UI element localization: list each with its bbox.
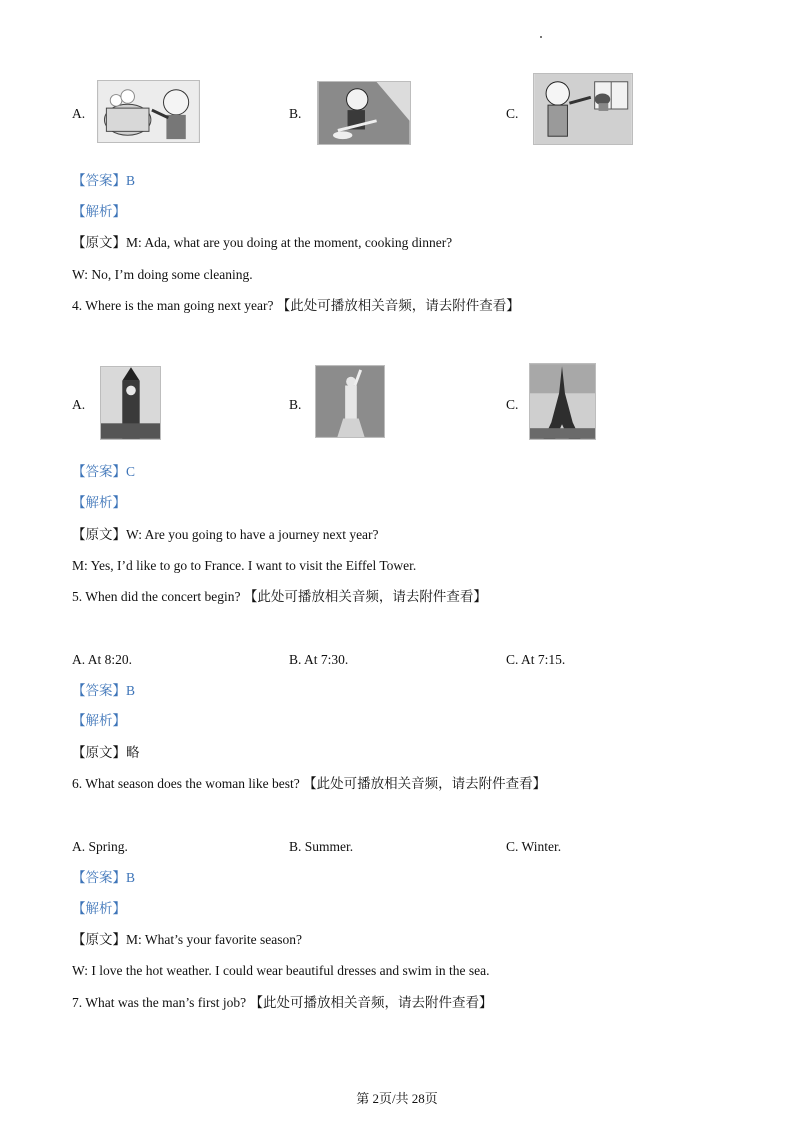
- q4-question: 4. Where is the man going next year? 【此处可播放相关音频，请去附件查看】: [72, 298, 520, 313]
- q5-option-b: B. At 7:30.: [289, 652, 349, 667]
- q6-answer: 【答案】B: [72, 870, 136, 885]
- q3-option-b-letter: B.: [289, 106, 302, 121]
- q6-option-a: A. Spring.: [72, 839, 128, 854]
- q3-option-b-image: [317, 81, 411, 145]
- q6-transcript-line-2: W: I love the hot weather. I could wear beautiful dresses and swim in the sea.: [72, 963, 490, 978]
- q3-transcript-line-2: W: No, I’m doing some cleaning.: [72, 267, 253, 282]
- q4-option-a-image: [100, 366, 161, 440]
- q4-transcript-line-2: M: Yes, I’d like to go to France. I want to visit the Eiffel Tower.: [72, 558, 417, 573]
- statue-of-liberty-icon: [316, 366, 384, 437]
- q5-option-a: A. At 8:20.: [72, 652, 133, 667]
- cartoon-girl-cleaning-icon: [318, 82, 410, 144]
- q4-analysis: 【解析】: [72, 495, 126, 510]
- q4-option-b-image: [315, 365, 385, 438]
- scan-dot: [540, 36, 542, 38]
- cartoon-girl-cooking-icon: [98, 81, 199, 142]
- q6-option-c: C. Winter.: [506, 839, 562, 854]
- q3-option-a-image: [97, 80, 200, 143]
- q3-transcript-line-1: 【原文】M: Ada, what are you doing at the moment, cooking dinner?: [72, 235, 453, 250]
- q5-answer: 【答案】B: [72, 683, 136, 698]
- q3-option-c-letter: C.: [506, 106, 519, 121]
- eiffel-tower-icon: [530, 364, 595, 439]
- page-footer: 第 2页/共 28页: [356, 1091, 438, 1106]
- q4-option-b-letter: B.: [289, 397, 302, 412]
- q6-transcript-line-1: 【原文】M: What’s your favorite season?: [72, 932, 302, 947]
- q3-option-a-letter: A.: [72, 106, 86, 121]
- q6-question: 6. What season does the woman like best? 【此处可播放相关音频，请去附件查看】: [72, 776, 547, 791]
- q3-answer: 【答案】B: [72, 173, 136, 188]
- q5-transcript-line-1: 【原文】略: [72, 745, 140, 760]
- q3-analysis: 【解析】: [72, 204, 126, 219]
- q6-analysis: 【解析】: [72, 901, 126, 916]
- q4-option-a-letter: A.: [72, 397, 86, 412]
- q5-option-c: C. At 7:15.: [506, 652, 566, 667]
- q6-option-b: B. Summer.: [289, 839, 354, 854]
- big-ben-icon: [101, 367, 160, 439]
- q4-transcript-line-1: 【原文】W: Are you going to have a journey next year?: [72, 527, 379, 542]
- q4-option-c-letter: C.: [506, 397, 519, 412]
- q4-answer: 【答案】C: [72, 464, 136, 479]
- cartoon-girl-watering-plant-icon: [534, 74, 632, 144]
- q4-option-c-image: [529, 363, 596, 440]
- q5-question: 5. When did the concert begin? 【此处可播放相关音频，请去附件查看】: [72, 589, 487, 604]
- q3-option-c-image: [533, 73, 633, 145]
- q7-question: 7. What was the man’s first job? 【此处可播放相关音频，请去附件查看】: [72, 995, 493, 1010]
- q5-analysis: 【解析】: [72, 713, 126, 728]
